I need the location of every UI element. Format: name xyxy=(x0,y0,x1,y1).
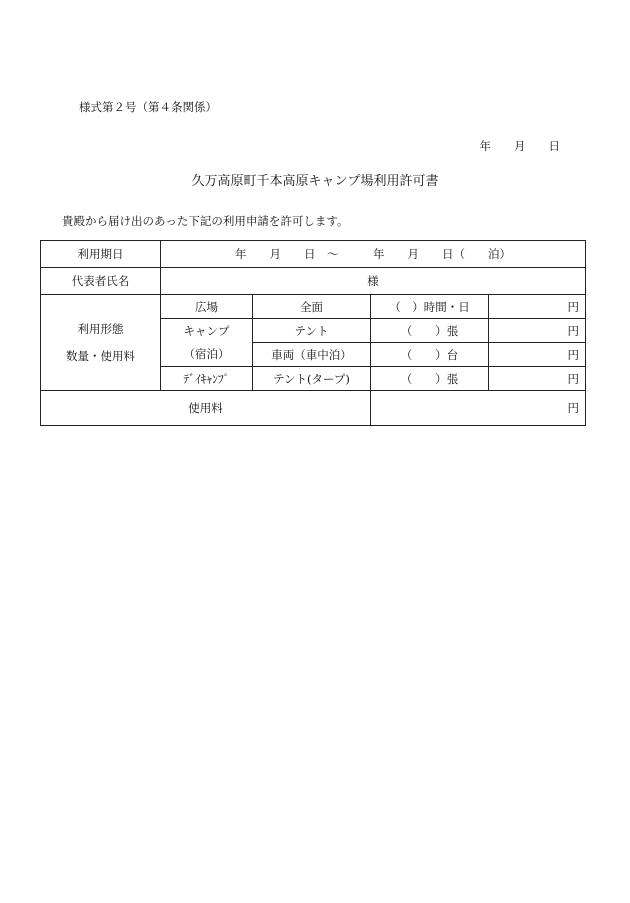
issue-date: 年 月 日 xyxy=(479,139,560,153)
usage-label-line1: 利用形態 xyxy=(77,322,124,336)
usage-item: テント xyxy=(253,319,371,343)
permit-statement: 貴殿から届け出のあった下記の利用申請を許可します。 xyxy=(62,214,349,228)
usage-category: ﾃﾞｲｷｬﾝﾌﾟ xyxy=(161,367,253,391)
representative-row xyxy=(41,268,586,295)
period-row xyxy=(41,241,586,268)
usage-quantity[interactable]: （ ）張 xyxy=(371,319,489,343)
period-value[interactable]: 年 月 日 ～ 年 月 日（ 泊） xyxy=(161,241,586,268)
form-number: 様式第２号（第４条関係） xyxy=(79,100,217,114)
representative-name-field[interactable] xyxy=(161,268,586,295)
usage-category: キャンプ xyxy=(161,319,253,343)
usage-quantity[interactable]: （ ）時間・日 xyxy=(371,295,489,319)
usage-label-line2: 数量・使用料 xyxy=(66,349,135,363)
period-label: 利用期日 xyxy=(41,241,161,268)
usage-category: 広場 xyxy=(161,295,253,319)
document-title: 久万高原町千本高原キャンプ場利用許可書 xyxy=(191,174,439,189)
total-label: 使用料 xyxy=(41,391,371,426)
usage-fee[interactable]: 円 xyxy=(489,319,586,343)
usage-row xyxy=(41,295,586,319)
usage-quantity[interactable]: （ ）張 xyxy=(371,367,489,391)
usage-item: 全面 xyxy=(253,295,371,319)
usage-fee[interactable]: 円 xyxy=(489,295,586,319)
permit-table xyxy=(40,240,586,426)
usage-quantity[interactable]: （ ）台 xyxy=(371,343,489,367)
usage-fee[interactable]: 円 xyxy=(489,367,586,391)
usage-label xyxy=(41,295,161,391)
honorific-suffix: 様 xyxy=(367,274,379,288)
representative-label: 代表者氏名 xyxy=(41,268,161,295)
usage-item: 車両（車中泊） xyxy=(253,343,371,367)
usage-category: （宿泊） xyxy=(161,343,253,367)
total-row xyxy=(41,391,586,426)
total-fee[interactable]: 円 xyxy=(371,391,586,426)
usage-item: テント(タープ) xyxy=(253,367,371,391)
usage-fee[interactable]: 円 xyxy=(489,343,586,367)
